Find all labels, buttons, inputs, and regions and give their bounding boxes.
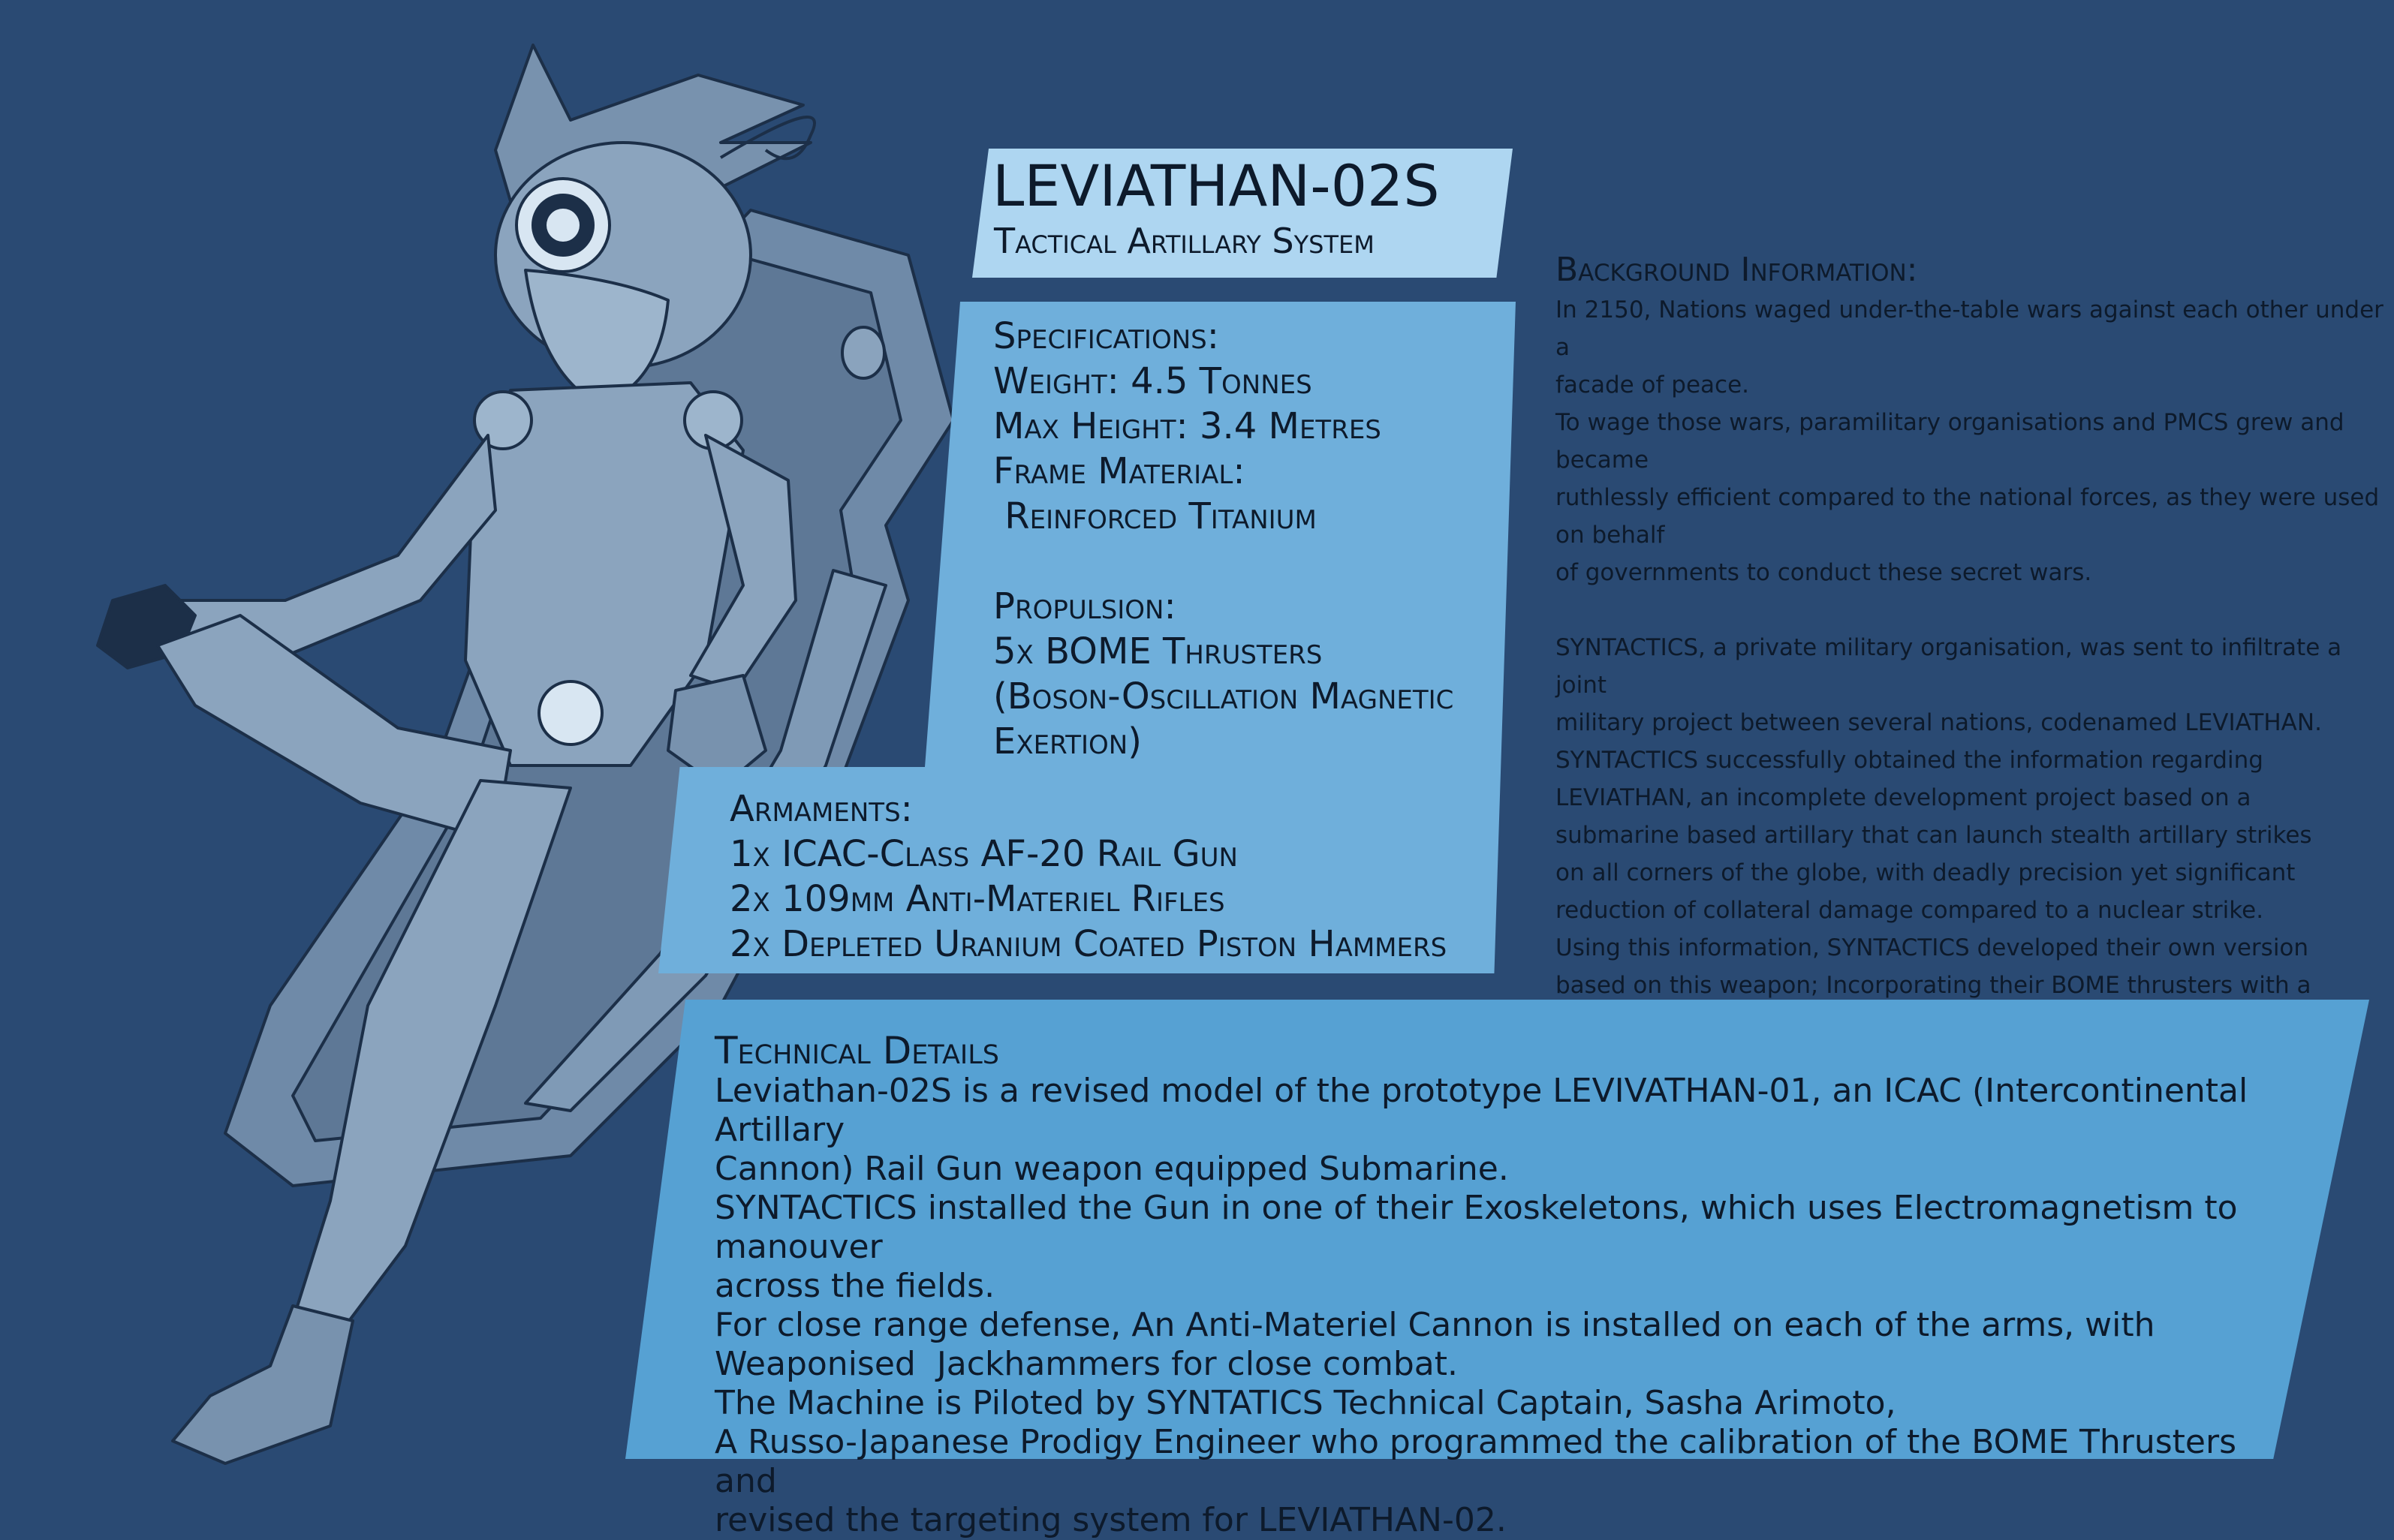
page-subtitle: Tactical Artillary System <box>994 221 1375 261</box>
armament-line: 1x ICAC-Class AF-20 Rail Gun <box>730 833 1238 875</box>
background-heading: Background Information: <box>1555 251 1918 289</box>
armament-line: 2x 109mm Anti-Materiel Rifles <box>730 878 1225 920</box>
spec-line-weight: Weight: 4.5 Tonnes <box>993 360 1312 402</box>
armaments-block <box>730 787 1447 967</box>
background-line: SYNTACTICS successfully obtained the information regarding <box>1555 747 2263 774</box>
technical-details <box>715 1030 2291 1540</box>
technical-line: Weaponised Jackhammers for close combat. <box>715 1345 1458 1383</box>
background-line: facade of peace. <box>1555 371 1750 399</box>
background-line: SYNTACTICS, a private military organisation, was sent to infiltrate a joint <box>1555 634 2342 699</box>
technical-line: Leviathan-02S is a revised model of the prototype LEVIVATHAN-01, an ICAC (Intercontinental Artillary <box>715 1072 2248 1149</box>
technical-line: across the fields. <box>715 1267 995 1305</box>
spec-line-max-height: Max Height: 3.4 Metres <box>993 405 1381 447</box>
propulsion-heading: Propulsion: <box>993 585 1176 627</box>
propulsion-line: (Boson-Oscillation Magnetic <box>993 675 1454 717</box>
spec-line-frame-material: Frame Material: <box>993 450 1245 492</box>
specifications-heading: Specifications: <box>993 315 1219 357</box>
hip-joint <box>539 681 602 744</box>
propulsion-line: 5x BOME Thrusters <box>993 630 1323 672</box>
background-line: on all corners of the globe, with deadly precision yet significant <box>1555 859 2296 886</box>
background-line: LEVIATHAN, an incomplete development project based on a <box>1555 784 2251 811</box>
specifications-block <box>993 314 1453 764</box>
boot <box>173 1306 353 1463</box>
background-line: ruthlessly efficient compared to the national forces, as they were used on behalf <box>1555 484 2380 549</box>
background-line: reduction of collateral damage compared to a nuclear strike. <box>1555 897 2264 924</box>
armament-line: 2x Depleted Uranium Coated Piston Hammers <box>730 923 1447 965</box>
technical-line: A Russo-Japanese Prodigy Engineer who programmed the calibration of the BOME Thrusters and <box>715 1423 2236 1500</box>
arm-left <box>150 435 495 653</box>
background-line: In 2150, Nations waged under-the-table wars against each other under a <box>1555 296 2383 361</box>
shell-bolt <box>842 327 884 378</box>
background-information <box>1555 249 2389 1079</box>
background-line: military project between several nations, codenamed LEVIATHAN. <box>1555 709 2322 736</box>
background-line: Using this information, SYNTACTICS developed their own version <box>1555 934 2309 961</box>
background-line: To wage those wars, paramilitary organisations and PMCS grew and became <box>1555 409 2344 474</box>
armaments-heading: Armaments: <box>730 788 913 830</box>
background-line: submarine based artillary that can launch stealth artillary strikes <box>1555 822 2312 849</box>
technical-line: For close range defense, An Anti-Materiel Cannon is installed on each of the arms, with <box>715 1306 2155 1344</box>
background-line: based on this weapon; Incorporating their BOME thrusters with a <box>1555 972 2311 999</box>
background-line: of governments to conduct these secret wars. <box>1555 559 2092 586</box>
spec-line-frame-value: Reinforced Titanium <box>993 495 1317 537</box>
technical-line: revised the targeting system for LEVIATHAN-02. <box>715 1501 1507 1539</box>
technical-line: SYNTACTICS installed the Gun in one of their Exoskeletons, which uses Electromagnetism to manouver <box>715 1189 2238 1266</box>
helmet-eye-glint <box>547 209 580 242</box>
technical-heading: Technical Details <box>715 1029 999 1072</box>
technical-line: Cannon) Rail Gun weapon equipped Submarine. <box>715 1150 1509 1188</box>
propulsion-line: Exertion) <box>993 720 1142 762</box>
technical-line: The Machine is Piloted by SYNTATICS Technical Captain, Sasha Arimoto, <box>715 1384 1896 1422</box>
page-title: LEVIATHAN-02S <box>992 152 1440 219</box>
background-paragraph-1 <box>1555 291 2389 591</box>
